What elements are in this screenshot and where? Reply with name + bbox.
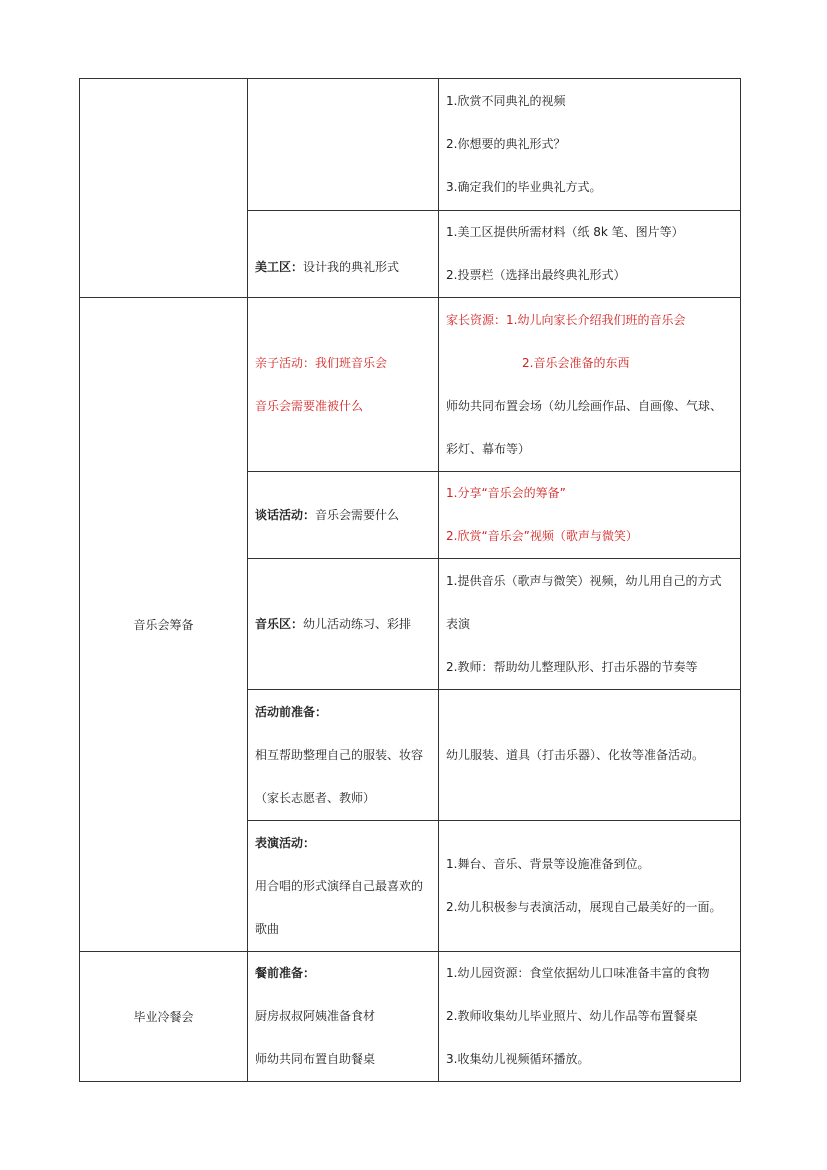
table-row bbox=[80, 79, 741, 211]
activity-cell: 谈话活动：音乐会需要什么 bbox=[248, 472, 439, 559]
activity-cell: 美工区：设计我的典礼形式 bbox=[248, 211, 439, 298]
activity-cell: 音乐区：幼儿活动练习、彩排 bbox=[248, 559, 439, 690]
activity-cell: 表演活动： 用合唱的形式演绎自己最喜欢的歌曲 bbox=[248, 821, 439, 952]
content-cell: 1.分享“音乐会的筹备” 2.欣赏“音乐会”视频（歌声与微笑） bbox=[439, 472, 741, 559]
activity-plan-table bbox=[79, 78, 741, 1082]
activity-cell-empty bbox=[248, 79, 439, 211]
content-cell: 1.幼儿园资源：食堂依据幼儿口味准备丰富的食物 2.教师收集幼儿毕业照片、幼儿作品等布置餐桌 3.收集幼儿视频循环播放。 bbox=[439, 952, 741, 1082]
activity-cell: 亲子活动：我们班音乐会 音乐会需要准被什么 bbox=[248, 298, 439, 472]
stage-cell-empty bbox=[80, 79, 248, 298]
activity-cell: 活动前准备： 相互帮助整理自己的服装、妆容 （家长志愿者、教师） bbox=[248, 690, 439, 821]
content-cell: 1.美工区提供所需材料（纸 8k 笔、图片等） 2.投票栏（选择出最终典礼形式） bbox=[439, 211, 741, 298]
table-row bbox=[80, 952, 741, 1082]
content-cell: 1.欣赏不同典礼的视频 2.你想要的典礼形式？ 3.确定我们的毕业典礼方式。 bbox=[439, 79, 741, 211]
stage-label-dinner: 毕业冷餐会 bbox=[80, 952, 248, 1082]
activity-cell: 餐前准备： 厨房叔叔阿姨准备食材 师幼共同布置自助餐桌 bbox=[248, 952, 439, 1082]
content-cell: 1.提供音乐（歌声与微笑）视频，幼儿用自己的方式表演 2.教师：帮助幼儿整理队形、打击乐器的节奏等 bbox=[439, 559, 741, 690]
content-cell: 家长资源：1.幼儿向家长介绍我们班的音乐会 2.音乐会准备的东西 师幼共同布置会场（幼儿绘画作品、自画像、气球、彩灯、幕布等） bbox=[439, 298, 741, 472]
table-row bbox=[80, 298, 741, 472]
content-cell: 1.舞台、音乐、背景等设施准备到位。 2.幼儿积极参与表演活动，展现自己最美好的一面。 bbox=[439, 821, 741, 952]
stage-label-music: 音乐会筹备 bbox=[80, 298, 248, 952]
content-cell: 幼儿服装、道具（打击乐器）、化妆等准备活动。 bbox=[439, 690, 741, 821]
